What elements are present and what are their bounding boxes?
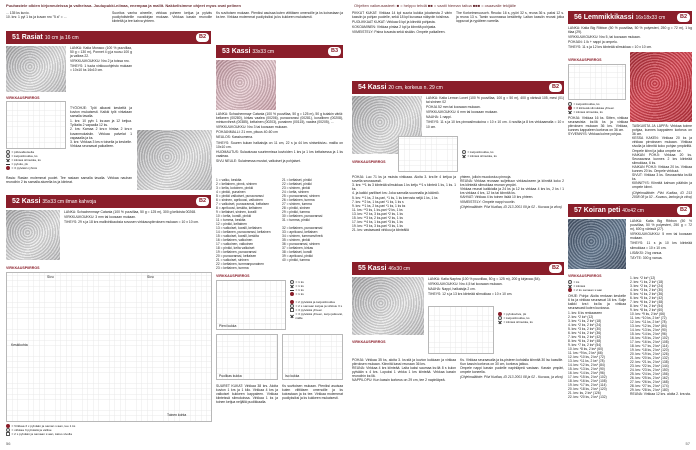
lemmikkikassi-photo	[630, 52, 692, 122]
round-instruction: 21. krs: vastaavasti virkkuu ja kiinteällä	[352, 228, 409, 233]
section-51-lanka: LANKA: Katia Monaco (100 % puuvillaa, 50 g = 130 m), Ponnet 4 g ja ruusu 100 g ja valkea 22.	[70, 46, 132, 59]
section-53-note: HUOMAUTUS: Sulautuvaa suurimmissa kuvioiden 1 krs ja 1 krs keltaisessa ja 1 ks vaaleaa.	[216, 149, 343, 158]
section-56-legend	[568, 102, 628, 114]
section-51-gauge: TIHEYS: 1 tuuta virkkuuohjeisto mukaan = 10x10 ks 16x10 cm.	[70, 64, 132, 73]
running-header-right: Ohjelten vaikeusasteet: ■ = helppo tehdä ■■ = vaatii hieman taitoa ■■■ = osaavalle tekijälle	[354, 3, 517, 8]
section-55-source: (Ohjelmalähde: Pilvi Kudlaa, ID 213 2001 08 ja 02 - Kuvaus, ja viiva)	[460, 375, 563, 380]
round-instruction: 21. krs: *20 ks, 2 ks* (132)	[630, 356, 669, 360]
column-2-text	[112, 11, 212, 24]
color-list-item: 29 = pinkki, tumma	[282, 210, 310, 214]
color-list-item: 13 = valkoiset, koralli, keltaisen	[216, 226, 262, 230]
right-top-left-text	[352, 11, 452, 35]
section-56-instructions-left	[568, 116, 628, 137]
korkeus-text: The Korkeimmuusorh. Reuda: 16 s, pyöri 32 s, reuna 36 s. paksi 12 s. ja reuna 13 s. Tamin suunnassa keskitetty. Laitan kassiin reunat jotka loppuvat ja rypäleen varrella.	[456, 11, 564, 24]
section-54-hook: VIRKKUUKOUKKU: 6 mm tai koosaan mukaan.	[426, 110, 498, 115]
section-56-band	[568, 11, 692, 24]
round-instruction: 3. krs: *1 ks, 2 ks* (18)	[568, 319, 602, 324]
color-list-item: 2 = keltainen, pinnk, sininen	[216, 182, 257, 186]
section-54-crochet-chart	[398, 136, 458, 172]
section-57-reuna: REUNA: Virkkaa 12 krs. aloita 2. krs:sta.	[630, 392, 691, 396]
section-53-band	[216, 45, 343, 58]
legend-item: = pylväs, pk	[11, 162, 28, 166]
koiran-peti-photo	[568, 219, 626, 269]
section-54-materials	[426, 96, 564, 130]
color-list-item: 7 = valkoiset, punaoranssi, keltaisen	[216, 202, 270, 206]
section-54-instructions-left	[352, 175, 456, 232]
round-instruction: 20. krs: *18 ks, 2 ks* (120)	[568, 387, 607, 392]
section-57-ohje: OHJE: Pohja: Aloita renkaan keskelle 6 ks ja virkkaa seuraavat 16 krs. Sulje kaikki krs:t ks:lla ja virkkaa seuraavasti kuten kuviossa.	[568, 294, 626, 311]
section-54-right-text: yhteen, jolloin muodostuu pinnoja. REUNA: Virkkaa reunaan suljettuun virkkaukseen ja kiinnitä koko 2 krs kiinteää silmukkaa reunan ympäri. Virkkaa reunat kaikkialla ja 24 ks ja 12 ks virkkaa 4 krs ks, 2 ks / 1 krs virkkaa 4 krs, 12 ks tai kiinnitä ks. KAHVAT: Virkkaa 4 ks toinen lisää 10 krs yhteen. VIIMEISTELY: Ompele nappi vuoriin.	[460, 175, 564, 204]
section-56-title: 56 Lemmikkikassi	[574, 14, 634, 21]
section-53-chart-label: VIRKKAUSPIIRROS	[216, 274, 250, 278]
legend-item: = kiinteä silmukka, ks	[503, 320, 533, 324]
section-57-band	[568, 204, 692, 217]
color-list-item: 21 = keltaiset, pinkki	[282, 178, 312, 182]
section-51-text: 1. krs: 10 pylv 1 ks:aan ja 12 ketjua. Työlaita 2 vapaalla 12 ks. 2. krs: Kamaa 2 krs:n hintaa 2 krs:n kuvanmukaisiin. Virkkaa palvelat 1 vapaaalla ja ks. 3. krs: Virkkaa 3 krs:n toisella ja keskelle. Virkkaa seuraavat paikalleen.	[70, 119, 132, 148]
round-instruction: 5. krs: **1 ks, 2 ks-pari, *1 ks, 1 ks kerrosta neljä 1 ks, 1 ks	[352, 196, 438, 201]
section-53-chart-half-flower	[216, 334, 278, 380]
section-54-title: 54 Kassi	[358, 84, 387, 91]
section-52-lanka: LANKA: Schachenmayr Catania (100 % puuvillaa, 50 g = 125 m), 300 g kelloista 00268.	[64, 210, 197, 214]
section-57-instructions	[568, 294, 626, 399]
color-list-item: 22 = keltainen, tummanpunainen	[216, 262, 264, 266]
round-instruction: 19. krs: *17 ks, 2 ks* (114)	[568, 383, 607, 388]
round-instruction: 8. krs: *7 ks, 2 ks* (54)	[630, 304, 664, 308]
round-instruction: 21. krs: ks, 2 ks* (126)	[568, 391, 601, 396]
section-55-instructions-left	[352, 358, 456, 384]
round-instruction: 3. krs: *2 ks, 2 ks* (24)	[630, 284, 664, 288]
section-55-legend	[498, 312, 564, 324]
section-54-lanka: LANKA: Katia Lemon Lovet (100 % puuvillaa, 100 g = 50 m), 400 g värissä 105, mesi (01) tai sininen 02	[426, 96, 564, 105]
section-53-side: SIVU NEULE: Sulaimessa mustat, valkoiset ja pohjaiset.	[216, 158, 301, 163]
section-51-tyo: TYÖOHJE: Työt alkavat keskeltä ja kuvion mukaisesti. Kaikki työt virkataan samalla tavalla.	[70, 106, 132, 119]
cross-symbol-icon	[290, 284, 294, 288]
section-53-flower-legend	[290, 300, 343, 320]
section-56-badge: B2	[677, 13, 690, 22]
legend-item: = ks	[573, 280, 580, 284]
section-57-rounds-column	[630, 276, 692, 397]
round-instruction: 8. krs: *6 ks, 2 ks* (48)	[568, 339, 602, 344]
section-53-title: 53 Kassi	[222, 48, 251, 55]
section-53-large-flowers-text: SUURET KUKAT: Virkkaa 38 krs. Aloita kuvion 1 krs ja 1 kilo. Virkkaa 4 krs ja valkoiset kukkeen kappaleen. Virkkaa kiinteissä silmukoissa. Virkkaa 1 ks ja toinen ketjua neljällä puolikkaalla.	[216, 384, 278, 405]
section-55-materials	[428, 277, 564, 297]
color-list-item: 12 = pinkki, keltainen	[216, 222, 247, 226]
round-instruction: 22. krs: *20 ks, 2 ks* (132)	[568, 395, 607, 400]
section-54-band	[352, 81, 564, 94]
round-instruction: 18. krs: *17 ks, 2 ks* (114)	[630, 344, 669, 348]
section-56-right-text: TASKUISTA JA LÄPPÄ: Virkkaa kolme pohjaa, kunnes kappaleen korkeus on 36 cm. KESSA KAKEN: Virkkaa 20 ks ja virkkaa pirrokssen mukaan. Virkkaa sivulla ja kiinnitä koko pohjan ympäriltä. Ompele kiinni ja jalka ompele se. HAIKAN POHJI: Virkkaa 20 ks. Seuraavana kunnes 2 krs kiinteää silmukkaa, 6 ks. HAIKAN POHJI: Virkkaa 20 ks. Virkkaa kunnes 20 ks. Ompele virkkuut. SIVUT: Virkkaa 3 ks. Seuraavista ks:llä ks. KIINNITYS: Kiinnitä kahvan päähän ja ompele kiinni.	[632, 124, 692, 190]
round-instruction: 15. krs: *14 ks, 2 ks* (96)	[630, 332, 667, 336]
section-51-materials	[70, 46, 132, 74]
section-57-title: 57 Koiran peti	[574, 207, 621, 214]
color-list-item: 38 = keltaiset, koralli	[282, 250, 312, 254]
legend-item: = piilovalkoiselta	[11, 150, 35, 154]
section-54-gauge: TIHEYS: 11 s ja 10 krs pinnasilmukoina = 10 x 10 cm. 4 nosilta ja 8 krs virkkaamalla = 10 x 10 cm.	[426, 120, 564, 129]
round-instruction: 13. krs: *11 ks, 2 ks* (78)	[568, 359, 605, 364]
section-53-color-list-left	[216, 178, 278, 270]
round-instruction: 25. krs: *24 ks, 2 ks* (156)	[630, 372, 669, 376]
kassi-55-photo	[352, 277, 424, 335]
round-instruction: 15. krs: *13 ks, 2 ks* (90)	[568, 367, 605, 372]
section-53-gauge: TIHEYS: Suuren kukan halkaisija on 11 cm, 22 s ja 44 krs sinisekisivu- mallia on 10x10 cm.	[216, 140, 343, 149]
color-list-item: 9 = keltaiset, sininen, koralli	[216, 210, 257, 214]
section-55-hook: VIRKKUUKOUKKU: Nro 4,5 tai koosaan mukaan.	[428, 282, 503, 287]
section-55-nauha: NAUHA: Nappi, halkaisija 2 cm.	[428, 287, 476, 292]
section-51-band	[6, 31, 211, 44]
round-instruction: 16. krs: *15 ks, 2 ks* (102)	[630, 336, 669, 340]
page-number-left: 56	[6, 440, 11, 446]
section-53-chart-big-flower	[282, 334, 343, 380]
section-53-subtitle: 33x33 cm	[252, 49, 275, 55]
section-51-legend	[6, 150, 66, 170]
round-instruction: 29. krs: *28 ks, 2 ks* (180)	[630, 388, 669, 392]
section-54-legend	[462, 150, 562, 158]
rasiat-photo	[6, 46, 66, 92]
section-54-chart-label: VIRKKAUSPIIRROS	[352, 160, 386, 164]
section-53-small-flowers-text: Ks suvitoisen mukaan. Pieniksi asuisaa kuten viittiäsen omenoille ja ks koirastaan ja ks tee. Virkkaa molemmat puoliyksiksi ja ks kukkeen mukaisesti.	[282, 384, 343, 401]
section-53-intro	[216, 11, 343, 20]
cross-symbol-icon	[568, 284, 572, 288]
round-instruction: 11. krs: *9 ks, 2 ks* (66)	[568, 351, 603, 356]
legend-item: = 2 ks samaan s:aan	[573, 288, 603, 292]
round-instruction: 4. krs: *2 ks, 2 ks* (24)	[568, 323, 602, 328]
round-instruction: 17. krs: *16 ks, 2 ks* (108)	[630, 340, 669, 344]
section-56-hook: VIRKKUUKOUKKU: Nro 5, tai koosaan mukaan.	[568, 35, 641, 40]
viimeistely-text: VIIMEISTELY: Paina kuvasta sekä sisään. Ompele paikalleen.	[352, 30, 446, 35]
round-instruction: 1. krs: 6 ks renkaaseen	[568, 311, 603, 316]
cross-symbol-icon	[462, 154, 466, 158]
round-instruction: 2. krs: *2 ks* (12)	[568, 315, 594, 320]
section-56-subtitle: 16x18x33 cm	[635, 15, 666, 21]
section-56-materials	[568, 26, 692, 50]
color-list-item: 6 = sininen, aprikoosi, valkoinen	[216, 198, 263, 202]
round-instruction: 11. krs: *10 ks, 2 ks* (72)	[630, 316, 667, 320]
section-56-source: (Ohjelmalähde: Pilvi Kudlaa, ID 213 2008 08 ja 02 - Kuvaus, lankoja ja viiva)	[632, 190, 692, 199]
round-instruction: 6. krs: *5 ks, 2 ks* (42)	[630, 296, 664, 300]
legend-item: = ketjusilmukka, ks	[503, 316, 530, 320]
color-list-item: 1 = valko, keskita	[216, 178, 242, 182]
section-53-large-flowers	[216, 384, 278, 405]
legend-item: = 1 ks	[295, 280, 304, 284]
kassi-53-photo	[216, 60, 276, 110]
round-instruction: 9. krs: **1 ks, 2 ks-pari *1 ks, 1 ks ks	[352, 204, 406, 209]
round-instruction: 5. krs: *3 ks, 2 ks* (30)	[568, 327, 602, 332]
section-56-gauge: TIHEYS: 11 s ja 12 krs kiinteää silmukkaa = 10 x 10 cm.	[568, 45, 653, 50]
section-57-lanka: LANKA: Katia Big Ribbon (50 % puuvillaa, 50 % polyesteri, 250 g = 72 m), 600 g värissä (27).	[630, 219, 692, 232]
round-instruction: 7. krs: *6 ks, 2 ks* (48)	[630, 300, 664, 304]
color-list-item: 19 = keltainen, punaoranssi	[216, 250, 257, 254]
cross-symbol-icon	[498, 320, 502, 324]
section-55-text-right: Ks. Virkkaa seuraavalla ja ks-pisteen kohdalla kiinnitä 30 lsc kassille. Kun kassin korkeus on 30 cm, korkeus jatkuu. Ompele nappi kassin puolelle napinläpeä vastaan. Kassin ympäri, ompele koneella.	[460, 358, 564, 375]
legend-item: = kiinteä silmukka, ks	[467, 154, 497, 158]
chart-name-big: Iso kukka	[285, 373, 300, 378]
round-instruction: 9. krs: *8 ks, 2 ks* (60)	[630, 308, 664, 312]
round-instruction: 17. krs: **4 ks, 1 ks-pari *3 ks, 1 ks	[352, 220, 403, 225]
section-55-badge: B2	[549, 264, 562, 273]
round-instruction: 14. krs: *12 ks, 2 ks* (84)	[568, 363, 605, 368]
legend-item: = pylväsviiva, pk	[503, 312, 527, 316]
round-instruction: 26. krs: *25 ks, 2 ks* (162)	[630, 376, 669, 380]
section-57-legend	[568, 280, 626, 292]
cross-symbol-icon	[290, 314, 294, 318]
round-instruction: 17. krs: *15 ks, 2 ks* (102)	[568, 375, 607, 380]
section-56-lanka: LANKA: Katia Big Ribbon (50 % puuvillaa, 50 % polyesteri, 250 g = 72 m), 1 kg tilaa (29).	[568, 26, 692, 35]
round-instruction: 22. krs: *21 ks, 2 ks* (138)	[630, 360, 669, 364]
section-54-instructions-right	[460, 175, 564, 210]
filled-symbol-icon	[568, 288, 572, 292]
section-52-intro-text: Suoritus vanha aineelle, virkkaa puheen ketjua ja pylväs puoliyhdisteille vuosikirjan mukaan. Virkkaa kassin reunoille kiinteitä ja tee kahva yhteen.	[112, 11, 212, 24]
section-54-subtitle: 20 cm, korkeus n. 29 cm	[388, 85, 443, 91]
legend-item: = kiinteä silmukka, ks	[11, 158, 41, 162]
color-list-item: 23 = keltainen, tumma	[216, 266, 249, 270]
section-52-chart-label: VIRKKAUSPIIRROS	[6, 266, 40, 270]
section-51-rasia	[6, 176, 132, 185]
section-57-chart-label: VIRKKAUSPIIRROS	[568, 274, 602, 278]
round-instruction: 18. krs: *16 ks, 2 ks* (108)	[568, 379, 607, 384]
square-symbol-icon	[6, 432, 10, 436]
color-list-item: 35 = sininen, pinkki	[282, 238, 311, 242]
section-55-lanka: LANKA: Katia Naphra (100 % puuvillaa, 50 g = 125 m), 200 g kirjavaa (54).	[428, 277, 541, 281]
legend-item: = 1 ks	[295, 292, 304, 296]
stitch-line-icon	[290, 289, 294, 291]
section-57-hook: VIRKKUUKOUKKU: 5 mm tai koosaan mukaan.	[630, 232, 692, 241]
section-54-pohja: POHJA 52 mm tai koosaan mukaan.	[426, 105, 481, 110]
round-instruction: 6. krs: *4 ks, 2 ks* (36)	[568, 331, 602, 336]
right-top-mid-text	[456, 11, 564, 24]
section-55-instructions-right	[460, 358, 564, 380]
section-54-source: (Ohjelmalähde: Pilvi Kudlaa, ID 213 2001 09 ja 02 - Kuvaus ja viiva)	[460, 204, 562, 209]
section-57-gauge: TIHEYS: 11 s ja 10 krs kiinteää silmukkaa = 10 x 10 cm.	[630, 241, 692, 250]
page-number-right: 57	[685, 440, 690, 446]
chart-label-center: Keskikohta	[11, 343, 28, 347]
puolikkaat-kukat-text: PUOLIKKAAT KUKAT: Virkkaa 6 kpl ja kiinnitä pohjasta.	[352, 20, 436, 25]
section-53-neulos: NEULOS: Kassisomena.	[216, 135, 254, 140]
color-list-item: 30 = keltainen, punaoranssi	[282, 214, 323, 218]
section-53-chart-small-flower	[216, 280, 286, 330]
section-55-text-left: POHJA: Virkkaa 35 ks, aloita 3. ks:stä ja kuvion kukkaan ja virkkaa piirroksen mukaan. Kiinnitä kassi reunaan 36 krs. REUNA: Virkkaa 4 krs kiinteää. Laita kaksi saumaa ks:llä 8 s kulon pylvään s 4 krs. Lopuksi 1 virkka 1 krs kiinteää. Virkkaa kassin reunoihin ks:llä. NAPPILOPU: Kun kassin korkeus on 29 cm, tee 2 napinläpeä.	[352, 358, 456, 383]
running-header-left: Puuhastele olkien kirjoneuleissa ja vaiheissa. Joulupukki-niinaa, enempaa ja mallit. Nakkelisimme ohjeet myos ovat pelinen	[6, 3, 241, 8]
cross-symbol-icon	[6, 158, 10, 162]
color-list-item: 20 = punaoranssi, keltaisen	[216, 254, 257, 258]
color-list-item: 27 = sininen, tumma	[282, 202, 312, 206]
legend-item: = 2 s samaan ketjua ja virkkuu 3 s	[295, 304, 343, 308]
filled-symbol-icon	[6, 166, 10, 170]
legend-item: = 2 s pylvään ja samaan s:aan, katso sivulla	[11, 432, 72, 436]
color-list-item: 8 = aprikoosi, keskita, keltainen	[216, 206, 262, 210]
section-54-badge: B2	[549, 83, 562, 92]
color-list-item: 15 = valkoiset, koralli, keskita	[216, 234, 259, 238]
round-instruction: 5. krs: *4 ks, 2 ks* (36)	[630, 292, 664, 296]
legend-item: = kiinteä	[573, 284, 586, 288]
color-list-item: 40 = pinkki, tumma	[282, 258, 310, 262]
color-list-item: 36 = punaoranssi, sininen	[282, 242, 320, 246]
section-52-badge: B2	[196, 197, 209, 206]
section-53-color-list-right-2	[282, 226, 343, 262]
section-51-instructions	[70, 106, 132, 149]
chart-name-small: Pieni kukka	[219, 323, 237, 328]
legend-item: = 3 pylvään ryhmä	[11, 166, 37, 170]
section-52-subtitle: 35x33 cm ilman kahvoja	[42, 199, 97, 205]
section-54-pohja-text: POHJA: Luo 71 ks ja muista virkkaaa. Aloita 3. krs:lle 4 ketjua ja sovella seuraavasti. 3. krs: **1 ks 3 kiinteää silmukkaa 1 ks ketju **1 s kiinteä 1 ks, 1 ks. 1 ks. 4. ja kaikki parilliset krs: Joka samalla suunnalla ja kääntö.	[352, 175, 456, 196]
legend-item: = ketjusilmukka, ks	[467, 150, 494, 154]
section-55-crochet-chart	[428, 306, 494, 354]
section-52-title: 52 Kassi	[12, 198, 41, 205]
section-53-intro-text: Ks suvitoisen mukaan. Pieniksi asuisaa kuten viittiäsen omenoille ja ks koirastaan ja ks tee. Virkkaa molemmat puoliyksiksi ja ks kukkeen mukaisesti.	[216, 11, 343, 20]
legend-item: = ketjusilmukka, ks	[11, 154, 38, 158]
round-instruction: 11. krs: **3 ks, 1 ks-pari *2 ks, 1 ks	[352, 208, 403, 213]
section-56-pohjan: POHJAN: 1 lk + nappi ja ompelu.	[568, 40, 618, 45]
color-list-item: 4 = pinkki, punainen	[216, 190, 246, 194]
round-instruction: 2. krs: *1 ks, 2 ks* (18)	[630, 280, 664, 284]
legend-item: = 3 kiinteää silmukkaa yhteen	[573, 106, 615, 110]
legend-item: = 1 ks	[295, 284, 304, 288]
color-list-item: 28 = pinkki, sininen	[282, 206, 311, 210]
filled-symbol-icon	[290, 292, 294, 296]
section-57-rounds-right	[630, 276, 692, 392]
round-instruction: 24. krs: *23 ks, 2 ks* (150)	[630, 368, 669, 372]
round-instruction: 10. krs: *8 ks, 2 ks* (60)	[568, 347, 603, 352]
section-51-subtitle: 10 cm ja 16 cm	[44, 35, 79, 41]
section-52-band	[6, 195, 211, 208]
section-57-filling: TÄYTE: 300 g vanua.	[630, 255, 663, 260]
legend-item: = 3 pylvästä yhteen	[295, 308, 323, 312]
color-list-item: 16 = keltainen, valkoinen	[216, 238, 253, 242]
round-instruction: 16. krs: *14 ks, 2 ks* (96)	[568, 371, 605, 376]
round-instruction: 15. krs: **3 ks, 2 ks-pari *2 ks, 1 ks	[352, 216, 403, 221]
round-instruction: 20. krs: *19 ks, 2 ks* (126)	[630, 352, 669, 356]
color-list-item: 21 = valkoiset, sininen	[216, 258, 249, 262]
color-list-item: 18 = pinkki, kelta valkoiset	[216, 246, 255, 250]
section-55-title: 55 Kassi	[358, 265, 387, 272]
section-55-chart-label: VIRKKAUSPIIRROS	[352, 340, 386, 344]
section-55-subtitle: 46x30 cm	[388, 266, 411, 272]
color-list-item: 34 = sininen, tummanvihreä	[282, 234, 323, 238]
section-55-gauge: TIHEYS: 12 s ja 13 krs kiinteää silmukkaa = 10 x 10 cm.	[428, 292, 513, 297]
color-list-item: 3 = kelta, kotoinen, pinkki	[216, 186, 254, 190]
round-instruction: 28. krs: *27 ks, 2 ks* (174)	[630, 384, 669, 388]
stitch-line-icon	[6, 163, 10, 165]
color-list-item: 39 = aprikoosi, pinkki	[282, 254, 313, 258]
section-52-gauge: TIHEYS: 29 s ja 18 krs mallivirkkauksia sovusen virkkauspiirroksen mukaan = 10 x 10 cm.	[64, 220, 200, 225]
color-list-item: 11 = tumma, keskita	[216, 218, 246, 222]
color-list-item: 25 = punaoranssi, sininen	[282, 194, 320, 198]
section-53-small-flowers	[282, 384, 343, 401]
section-52-crochet-chart	[6, 272, 212, 422]
section-57-materials	[630, 219, 692, 261]
legend-item: = kiinteä silmukka, ks	[573, 110, 603, 114]
color-list-item: 17 = valkoinen, valkoinen	[216, 242, 254, 246]
section-56-instructions-right	[632, 124, 692, 200]
section-51-crochet-chart	[6, 101, 66, 149]
section-51-title: 51 Rasiat	[12, 34, 43, 41]
color-list-item: 5 = pinkki valkoiset, punaoranssi	[216, 194, 264, 198]
section-51-badge: B2	[196, 33, 209, 42]
section-53-lanka: LANKA: Schachenmayr Catania (100 % puuvillaa, 50 g = 125 m), 50 g kutakin väriä: kellanen (00280), kirkas vaalea (00206), punaoranssi (00281), korallinen (00208), mintunvihreä (00385), keltainen (00203), punainen (00115), vaalea (00205), ...	[216, 112, 343, 125]
section-53-hook: VIRKKUUKOUKKU: Nro 3 tai koosaan mukaan.	[216, 125, 288, 130]
section-51-chart-label: VIRKKAUSPIIRROS	[6, 96, 40, 100]
color-list-item: 22 = keltaiset, pinkki	[282, 182, 312, 186]
intro-column	[6, 11, 108, 20]
chart-label-second: Toinen kohta	[167, 413, 187, 417]
round-instruction: 12. krs: *10 ks, 2 ks* (72)	[568, 355, 605, 360]
color-list-item: 33 = aprikoosi, keltaisen	[282, 230, 318, 234]
color-list-item: 37 = keltainen, kirkas	[282, 246, 314, 250]
legend-item: = 3 pylvästä yhteen, ketju jatkuvat, näille	[295, 312, 343, 320]
section-53-materials	[216, 112, 343, 164]
section-57-rounds-left	[568, 311, 626, 399]
color-list-item: 32 = keltainen, punaoranssi	[282, 226, 323, 230]
section-52-legend	[6, 424, 212, 436]
pikkut-kukat-text: PIKKUT KUKAT: Virkkaa 14 kpl suuria kukkia jokaisesta 2 värin kassiin ja pohjan puolelle, sekä 18 kpl kuvassa näkyviin toisiinsa.	[352, 11, 452, 20]
chart-name-half: Puolikas kukka	[219, 373, 242, 378]
section-54-nauha: NAUHA: 1 nappi.	[426, 115, 452, 120]
round-instruction: 4. krs: *3 ks, 2 ks* (30)	[630, 288, 664, 292]
color-list-item: 23 = sininen, pinkki	[282, 186, 311, 190]
kokoaminen-text: KOKOAMINEN: Virkkaa pintaa 2 kpl ja kiinnitä pohjasta.	[352, 25, 437, 30]
round-instruction: 1. krs: *2 ks* (12)	[630, 276, 656, 280]
round-instruction: 12. krs: *11 ks, 2 ks* (78)	[630, 320, 667, 324]
round-instruction: 14. krs: *13 ks, 2 ks* (90)	[630, 328, 667, 332]
chart-label-side-2: Sivu	[147, 275, 154, 279]
round-instruction: 10. krs: *9 ks, 2 ks* (66)	[630, 312, 665, 316]
section-56-crochet-chart	[568, 64, 626, 100]
round-instruction: 27. krs: *26 ks, 2 ks* (168)	[630, 380, 669, 384]
kassi-52-photo	[137, 130, 212, 190]
color-list-item: 26 = keltainen, tumma	[282, 198, 315, 202]
round-instruction: 7. krs: *5 ks, 2 ks* (42)	[568, 335, 602, 340]
cross-symbol-icon	[568, 110, 572, 114]
section-56-chart-label: VIRKKAUSPIIRROS	[568, 58, 602, 62]
round-instruction: 19. krs: *18 ks, 2 ks* (120)	[630, 348, 669, 352]
section-52-materials	[64, 210, 212, 225]
legend-item: = 1 ks	[295, 288, 304, 292]
section-57-extra: LISÄKSI: 2 kg vanua.	[630, 250, 663, 255]
round-instruction: 7. krs: **2 ks, 1 ks-pari *1 ks, 1 ks s	[352, 200, 404, 205]
kassi-52-detail-photo	[6, 210, 60, 260]
section-55-band	[352, 262, 564, 275]
chart-label-side-1: Sivu	[47, 275, 54, 279]
section-52-hook: VIRKKUUKOUKKU: 3 mm tai koosaan mukaan.	[64, 215, 136, 220]
legend-item: = 2 pylvästä ja ketjusilmukka	[295, 300, 335, 304]
right-page	[348, 0, 696, 450]
color-list-item: 31 = tumma, pinkki	[282, 218, 310, 222]
round-instruction: 19. krs: **3 ks, 3 ks-pari *3 ks, 1 ks	[352, 224, 403, 229]
section-57-badge: B2	[677, 206, 690, 215]
color-list-item: 24 = kelta, sininen	[282, 190, 309, 194]
section-53-base: POHJANMALLI: 21 mm, pituus 40-60 cm	[216, 130, 278, 135]
color-list-item: 14 = kellanen, punaoranssi, keltainen	[216, 230, 271, 234]
section-53-badge: B3	[328, 47, 341, 56]
round-instruction: 13. krs: **2 ks, 3 ks-pari *2 ks, 1 ks	[352, 212, 403, 217]
legend-item: = ketjusilmukka, ks	[573, 102, 600, 106]
intro-text: ... 135 ks kuvio. 10. krs: 1 pyl 1 ks ja kuvan nro "5 a" = ...	[6, 11, 67, 20]
section-53-small-legend	[290, 280, 343, 296]
legend-item: = Virkkaa 3 x pylvään ja saman s:aan, tee 1 ks	[11, 424, 76, 428]
section-56-pohja-text: POHJA: Virkkaa 16 ks. Sitten, virkkaa seuraavista ks:llä ks ja virkkaa piirroksen mukaan 36 krs. Virkkaa, kunnes kappaleen korkeus on 36 cm. SYVENNYS: Virkkaa kolme pohjaa.	[568, 116, 628, 137]
square-symbol-icon	[290, 308, 294, 312]
color-list-item: 10 = kelta, koralli, pinkki	[216, 214, 252, 218]
round-instruction: 13. krs: *12 ks, 2 ks* (84)	[630, 324, 667, 328]
section-51-hook: VIRKKUUKOUKKU: Nro 2 ja toissa nro.	[70, 59, 130, 64]
section-57-subtitle: 40x42 cm	[622, 208, 644, 214]
round-instruction: 9. krs: *7 ks, 2 ks* (54)	[568, 343, 602, 348]
section-51-rasia-text: Rasia: Rasian molemmat puolet. Tee rasiaan samalla tavalla. Virkkaa nauhan reunoihin 2 ks samalla alueella ks ja kiinteat.	[6, 176, 132, 185]
round-instruction: 23. krs: *22 ks, 2 ks* (144)	[630, 364, 669, 368]
section-53-color-list-right	[282, 178, 343, 222]
legend-item: = virkkaa 3 pylvästä ja valitse	[11, 428, 52, 432]
section-54-rounds	[352, 196, 456, 232]
